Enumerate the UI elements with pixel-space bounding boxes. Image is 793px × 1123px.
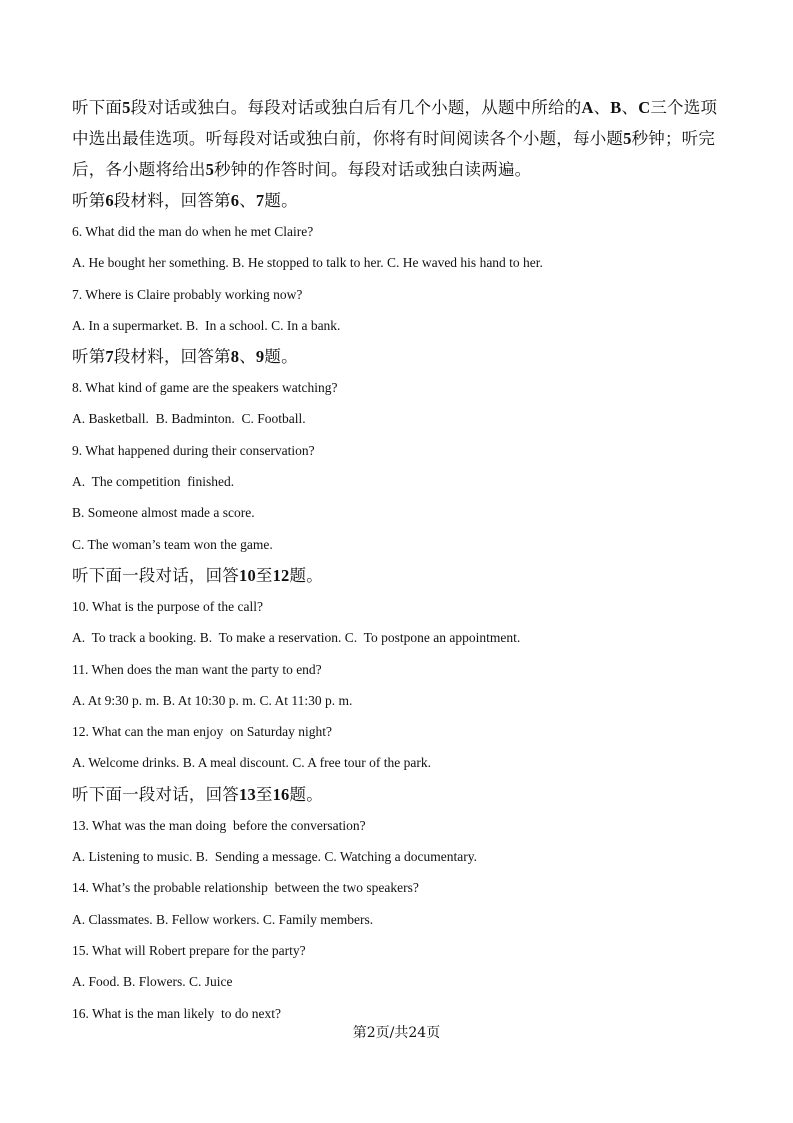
options-13: A. Listening to music. B. Sending a message. C. Watching a documentary. — [72, 849, 477, 865]
option-9b: B. Someone almost made a score. — [72, 505, 255, 521]
options-14: A. Classmates. B. Fellow workers. C. Family members. — [72, 911, 374, 927]
question-8: 8. What kind of game are the speakers watching? — [72, 380, 338, 396]
options-8: A. Basketball. B. Badminton. C. Football. — [72, 411, 306, 427]
page-footer: 第2页/共24页 — [352, 1025, 441, 1041]
section-heading-4: 听下面一段对话，回答13至16题。 — [72, 784, 323, 804]
options-6: A. He bought her something. B. He stopped to talk to her. C. He waved his hand to her. — [72, 255, 543, 271]
section-heading-3: 听下面一段对话，回答10至12题。 — [72, 565, 323, 585]
question-9: 9. What happened during their conservation? — [72, 442, 315, 458]
question-10: 10. What is the purpose of the call? — [72, 598, 263, 614]
options-11: A. At 9:30 p. m. B. At 10:30 p. m. C. At 11:30 p. m. — [72, 692, 353, 708]
section-heading-1: 听第6段材料，回答第6、7题。 — [72, 191, 298, 210]
question-6: 6. What did the man do when he met Claire? — [72, 224, 314, 239]
question-12: 12. What can the man enjoy on Saturday night? — [72, 724, 332, 740]
instructions-paragraph: 听下面5段对话或独白。每段对话或独白后有几个小题，从题中所给的A、B、C三个选项中选出最佳选项。听每段对话或独白前，你将有时间阅读各个小题，每小题5秒钟；听完后，各小题将给出5秒钟的作答时间。每段对话或独白读两遍。 — [72, 98, 718, 179]
options-15: A. Food. B. Flowers. C. Juice — [72, 974, 233, 990]
question-11: 11. When does the man want the party to end? — [72, 661, 322, 677]
options-7: A. In a supermarket. B. In a school. C. In a bank. — [72, 317, 341, 333]
section-heading-2: 听第7段材料，回答第8、9题。 — [72, 347, 298, 367]
option-9a: A. The competition finished. — [72, 474, 235, 490]
option-9c: C. The woman’s team won the game. — [72, 536, 273, 552]
question-15: 15. What will Robert prepare for the party? — [72, 942, 306, 958]
question-7: 7. Where is Claire probably working now? — [72, 286, 303, 302]
document-body — [72, 92, 722, 1029]
options-12: A. Welcome drinks. B. A meal discount. C. A free tour of the park. — [72, 755, 431, 771]
question-13: 13. What was the man doing before the conversation? — [72, 817, 366, 833]
options-10: A. To track a booking. B. To make a reservation. C. To postpone an appointment. — [72, 630, 521, 646]
question-14: 14. What’s the probable relationship between the two speakers? — [72, 880, 419, 896]
question-16: 16. What is the man likely to do next? — [72, 1005, 281, 1021]
